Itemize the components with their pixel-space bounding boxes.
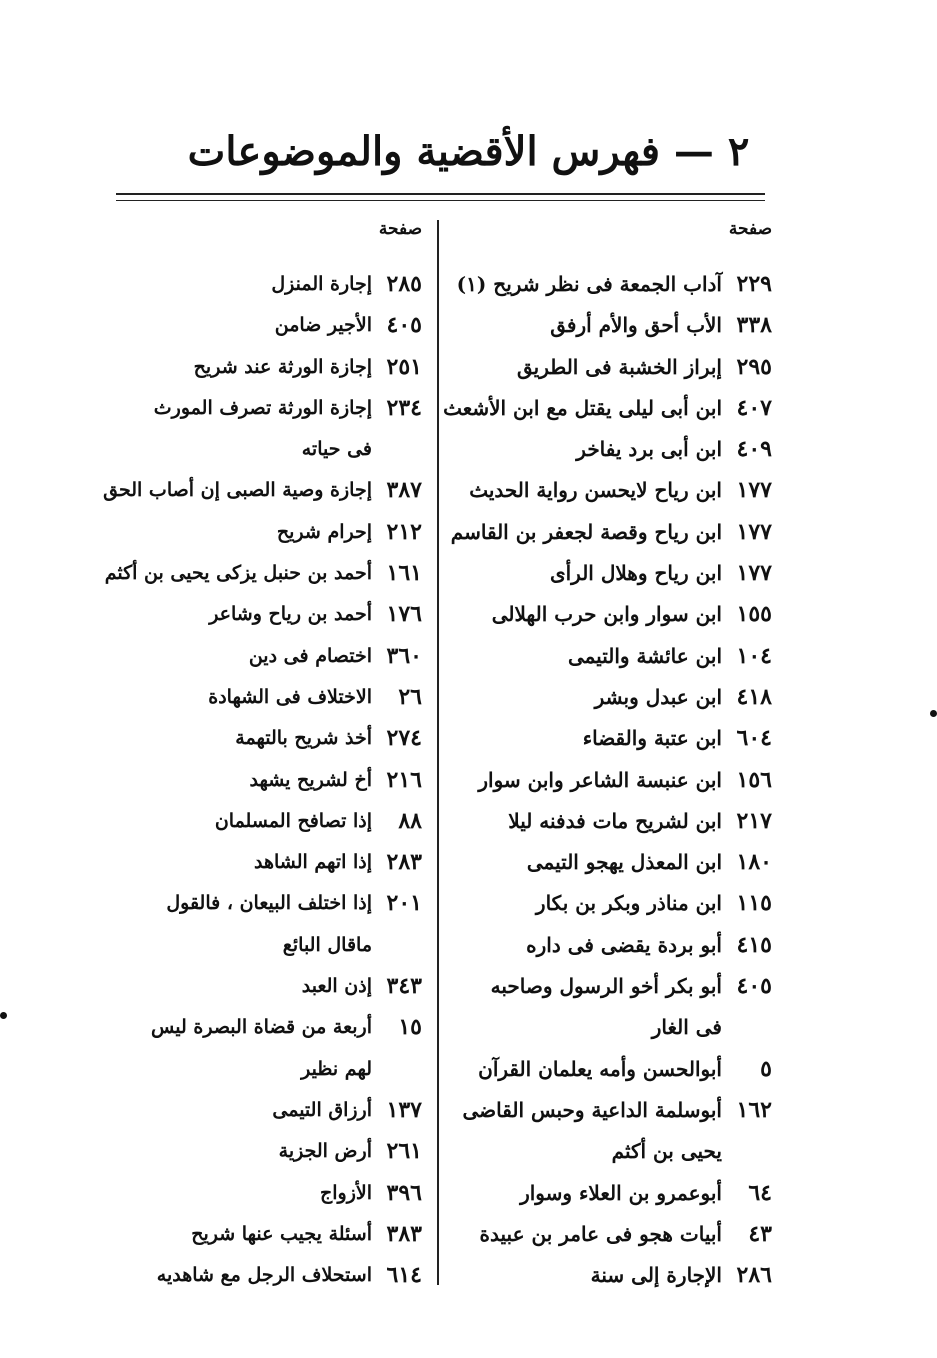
entry-text: [452, 429, 722, 470]
page-title: ٢ — فهرس الأقضية والموضوعات: [187, 128, 750, 175]
entry-title: أخ لشريح يشهد: [249, 768, 372, 791]
entry-title: إجازة وصية الصبى إن أصاب الحق: [103, 479, 372, 502]
page-number: ١١٥: [736, 890, 772, 917]
entry-title: ابن عنبسة الشاعر وابن سوار: [478, 767, 722, 792]
entry-text: [114, 388, 372, 471]
entry-title: آداب الجمعة فى نظر شريح (١): [456, 272, 722, 296]
entry-title: ابن لشريح مات فدفنه ليلا: [508, 808, 722, 833]
entry-title: أبوالحسن وأمه يعلمان القرآن: [478, 1056, 722, 1081]
index-entry: [114, 1007, 422, 1090]
entry-text: [452, 347, 722, 388]
entry-text: [114, 594, 372, 635]
index-entry: [452, 760, 772, 801]
page-number: ٤١٥: [736, 931, 772, 958]
entry-title: إبراز الخشبة فى الطريق: [517, 354, 722, 379]
entry-text: [114, 1214, 372, 1255]
entry-text: [105, 553, 372, 594]
entry-text: [114, 512, 372, 553]
entry-text: [114, 636, 372, 677]
entry-text: [114, 677, 372, 718]
index-entry: [103, 470, 422, 511]
entry-title: أحمد بن رياح وشاعر: [209, 603, 372, 626]
entry-title: إذا تصافح المسلمان: [214, 809, 372, 832]
entry-title: الأجير ضامن: [274, 314, 372, 337]
page-number: ١٧٧: [736, 477, 772, 504]
index-entry: [114, 388, 422, 471]
entry-title: أرزاق التيمى: [272, 1098, 372, 1121]
page-number: ١٦٢: [736, 1096, 772, 1123]
entry-text: [114, 1173, 372, 1214]
entry-title: إذا اتهم الشاهد: [253, 851, 372, 874]
page-number: ٣٨٧: [386, 477, 422, 504]
index-entry: [452, 1049, 772, 1090]
page-number: ٤٣: [748, 1220, 772, 1247]
entry-text: [114, 801, 372, 842]
index-entry: [114, 1090, 422, 1131]
page-number: ٤٠٩: [736, 436, 772, 463]
entry-text: [443, 388, 722, 429]
entry-title: إجازة الورثة عند شريح: [193, 355, 372, 378]
page-number: ٣٩٦: [386, 1179, 422, 1206]
index-entry: [452, 883, 772, 924]
index-entry: [452, 594, 772, 635]
page-number: ٢٩٥: [736, 353, 772, 380]
entry-title: ابن سوار وابن حرب الهلالى: [491, 602, 722, 627]
index-entry: [452, 1255, 772, 1296]
page-number: ٦١٤: [386, 1262, 422, 1289]
entry-text: [452, 1214, 722, 1255]
entry-title: اختصام فى دين: [248, 644, 372, 667]
entry-text: [114, 1090, 372, 1131]
entry-title-continuation: فى الغار: [651, 1015, 722, 1040]
page-number: ٤٠٥: [386, 312, 422, 339]
index-entry: [114, 801, 422, 842]
entry-text: [114, 842, 372, 883]
index-entry: [114, 842, 422, 883]
page-number: ٢١٧: [736, 807, 772, 834]
entry-title: أبيات هجو فى عامر بن عبيدة: [479, 1221, 722, 1246]
page-number: ١٣٧: [386, 1096, 422, 1123]
page-number: ٢٦: [398, 683, 422, 710]
right-entries-list: [443, 264, 772, 1296]
page-number: ٥: [760, 1055, 772, 1082]
left-entries-list: [103, 264, 422, 1296]
index-entry: [452, 842, 772, 883]
entry-title: أبو بكر أخو الرسول وصاحبه: [490, 974, 722, 999]
entry-text: [452, 760, 722, 801]
entry-title: أرض الجزية: [278, 1140, 372, 1163]
entry-title: أحمد بن حنبل يزكى يحيى بن أكثم: [104, 562, 372, 585]
index-entry: [114, 512, 422, 553]
entry-text: [452, 801, 722, 842]
entry-title: ابن أبى برد يفاخر: [576, 437, 722, 462]
index-entry: [452, 553, 772, 594]
entry-text: [452, 594, 722, 635]
left-column-header: صفحة: [378, 219, 422, 239]
index-entry: [452, 801, 772, 842]
left-column: [103, 214, 422, 1296]
entry-title: ابن عائشة والتيمى: [567, 643, 722, 668]
entry-title-continuation: يحيى بن أكثم: [611, 1139, 722, 1164]
entry-title: الإجارة إلى سنة: [590, 1263, 722, 1288]
entry-text: [452, 1049, 722, 1090]
page-number: ٤١٨: [736, 683, 772, 710]
entry-title-continuation: ماقال البائع: [282, 933, 372, 956]
entry-text: [452, 677, 722, 718]
entry-title: إحرام شريح: [276, 520, 372, 543]
entry-title: ابن مناذر وبكر بن بكار: [535, 891, 722, 916]
index-entry: [452, 512, 772, 553]
page-number: ٦٤: [748, 1179, 772, 1206]
entry-title: أبو بردة يقضى فى داره: [526, 932, 722, 957]
entry-text: [452, 966, 722, 1049]
page-number: ٢٨٥: [386, 271, 422, 297]
entry-text: [103, 470, 372, 511]
entry-text: [114, 966, 372, 1007]
entry-text: [452, 718, 722, 759]
page-number: ١٦١: [386, 560, 422, 587]
index-entry: [114, 305, 422, 346]
page-number: ٢١٦: [386, 766, 422, 793]
index-entry: [114, 760, 422, 801]
page-number: ٢٢٩: [736, 271, 772, 297]
right-column-header: صفحة: [728, 219, 772, 239]
entry-text: [114, 1007, 372, 1090]
column-divider: [437, 220, 439, 1285]
entry-text: [452, 553, 722, 594]
index-entry: [114, 636, 422, 677]
entry-text: [114, 347, 372, 388]
index-entry: [452, 347, 772, 388]
index-entry: [114, 966, 422, 1007]
entry-title: ابن عبدل وبشر: [594, 684, 722, 709]
entry-title: ابن رياح وقصة لجعفر بن القاسم: [450, 519, 722, 544]
index-entry: [114, 883, 422, 966]
page-number: ١٥: [398, 1014, 422, 1041]
index-entry: [452, 966, 772, 1049]
entry-text: [114, 1255, 372, 1296]
page-number: ٣٤٣: [386, 973, 422, 1000]
page-number: ١٨٠: [736, 849, 772, 876]
entry-text: [452, 264, 722, 305]
scan-mark: [0, 1012, 7, 1019]
entry-text: [452, 883, 722, 924]
index-entry: [452, 470, 772, 511]
page-number: ٢٣٤: [386, 394, 422, 421]
entry-title: ابن عتبة والقضاء: [582, 726, 722, 751]
page-number: ١٠٤: [736, 642, 772, 669]
page-number: ٦٠٤: [736, 725, 772, 752]
entry-text: [452, 1255, 722, 1296]
entry-title: ابن رياح وهلال الرأى: [549, 561, 722, 586]
scan-mark: [930, 710, 937, 717]
page-number: ١٧٧: [736, 518, 772, 545]
index-entry: [114, 1131, 422, 1172]
entry-title: إذا اختلف البيعان ، فالقول: [166, 892, 372, 915]
entry-text: [114, 760, 372, 801]
entry-text: [452, 1173, 722, 1214]
entry-title: أربعة من قضاة البصرة ليس: [151, 1016, 372, 1039]
index-entry: [443, 388, 772, 429]
entry-text: [451, 512, 722, 553]
page-number: ٢٨٦: [736, 1262, 772, 1289]
page-number: ٢٧٤: [386, 725, 422, 752]
entry-text: [452, 1090, 722, 1173]
index-entry: [452, 1173, 772, 1214]
page-number: ٢١٢: [386, 518, 422, 545]
entry-title: إجازة الورثة تصرف المورث: [153, 396, 372, 419]
entry-title: الأزواج: [319, 1181, 372, 1204]
entry-text: [114, 1131, 372, 1172]
entry-title: ابن رياح لايحسن رواية الحديث: [469, 478, 722, 503]
entry-text: [452, 470, 722, 511]
page-number: ١٥٦: [736, 766, 772, 793]
page-number: ٨٨: [398, 807, 422, 834]
index-entry: [452, 264, 772, 305]
entry-title: الاختلاف فى الشهادة: [208, 685, 372, 708]
entry-title: إذن العبد: [301, 975, 372, 998]
entry-title: ابن المعذل يهجو التيمى: [526, 850, 722, 875]
entry-title: أخذ شريح بالتهمة: [235, 727, 372, 750]
index-entry: [114, 718, 422, 759]
entry-title: أبوسلمة الداعية وحبس القاضى: [462, 1097, 722, 1122]
entry-title: إجارة المنزل: [271, 273, 372, 295]
page-number: ٢٦١: [386, 1138, 422, 1165]
entry-title-continuation: لهم نظير: [301, 1057, 372, 1080]
index-entry: [114, 677, 422, 718]
page-number: ١٧٧: [736, 560, 772, 587]
index-entry: [114, 594, 422, 635]
page-number: ٤٠٧: [736, 394, 772, 421]
index-entry: [452, 1090, 772, 1173]
entry-text: [452, 842, 722, 883]
entry-title: أبوعمرو بن العلاء وسوار: [520, 1180, 722, 1205]
index-entry: [114, 347, 422, 388]
index-entry: [452, 718, 772, 759]
entry-text: [114, 305, 372, 346]
page-number: ٣٦٠: [386, 642, 422, 669]
page-number: ٢٠١: [386, 890, 422, 917]
page-number: ٢٨٣: [386, 849, 422, 876]
header-rule-thick: [116, 193, 765, 195]
entry-text: [114, 264, 372, 305]
entry-text: [452, 636, 722, 677]
entry-title-continuation: فى حياته: [301, 438, 372, 461]
index-entry: [114, 1214, 422, 1255]
right-column: [443, 214, 772, 1296]
header-rule-thin: [116, 200, 765, 201]
page-number: ٣٨٣: [386, 1220, 422, 1247]
index-entry: [452, 677, 772, 718]
page-number: ٤٠٥: [736, 973, 772, 1000]
page-number: ١٥٥: [736, 601, 772, 628]
entry-text: [114, 718, 372, 759]
entry-title: استحلاف الرجل مع شاهديه: [156, 1264, 372, 1287]
index-entry: [452, 429, 772, 470]
entry-title: أسئلة يجيب عنها شريح: [191, 1222, 372, 1245]
entry-text: [114, 883, 372, 966]
entry-title: الأب أحق والأم أرفق: [550, 313, 722, 338]
page-number: ٣٣٨: [736, 312, 772, 339]
entry-text: [452, 925, 722, 966]
index-entry: [452, 305, 772, 346]
page-number: ٢٥١: [386, 353, 422, 380]
index-entry: [452, 925, 772, 966]
entry-title: ابن أبى ليلى يقتل مع ابن الأشعث: [443, 395, 722, 420]
entry-text: [452, 305, 722, 346]
index-entry: [104, 553, 422, 594]
index-entry: [114, 1173, 422, 1214]
index-entry: [452, 1214, 772, 1255]
index-entry: [114, 264, 422, 305]
index-entry: [114, 1255, 422, 1296]
page-number: ١٧٦: [386, 601, 422, 628]
index-entry: [452, 636, 772, 677]
